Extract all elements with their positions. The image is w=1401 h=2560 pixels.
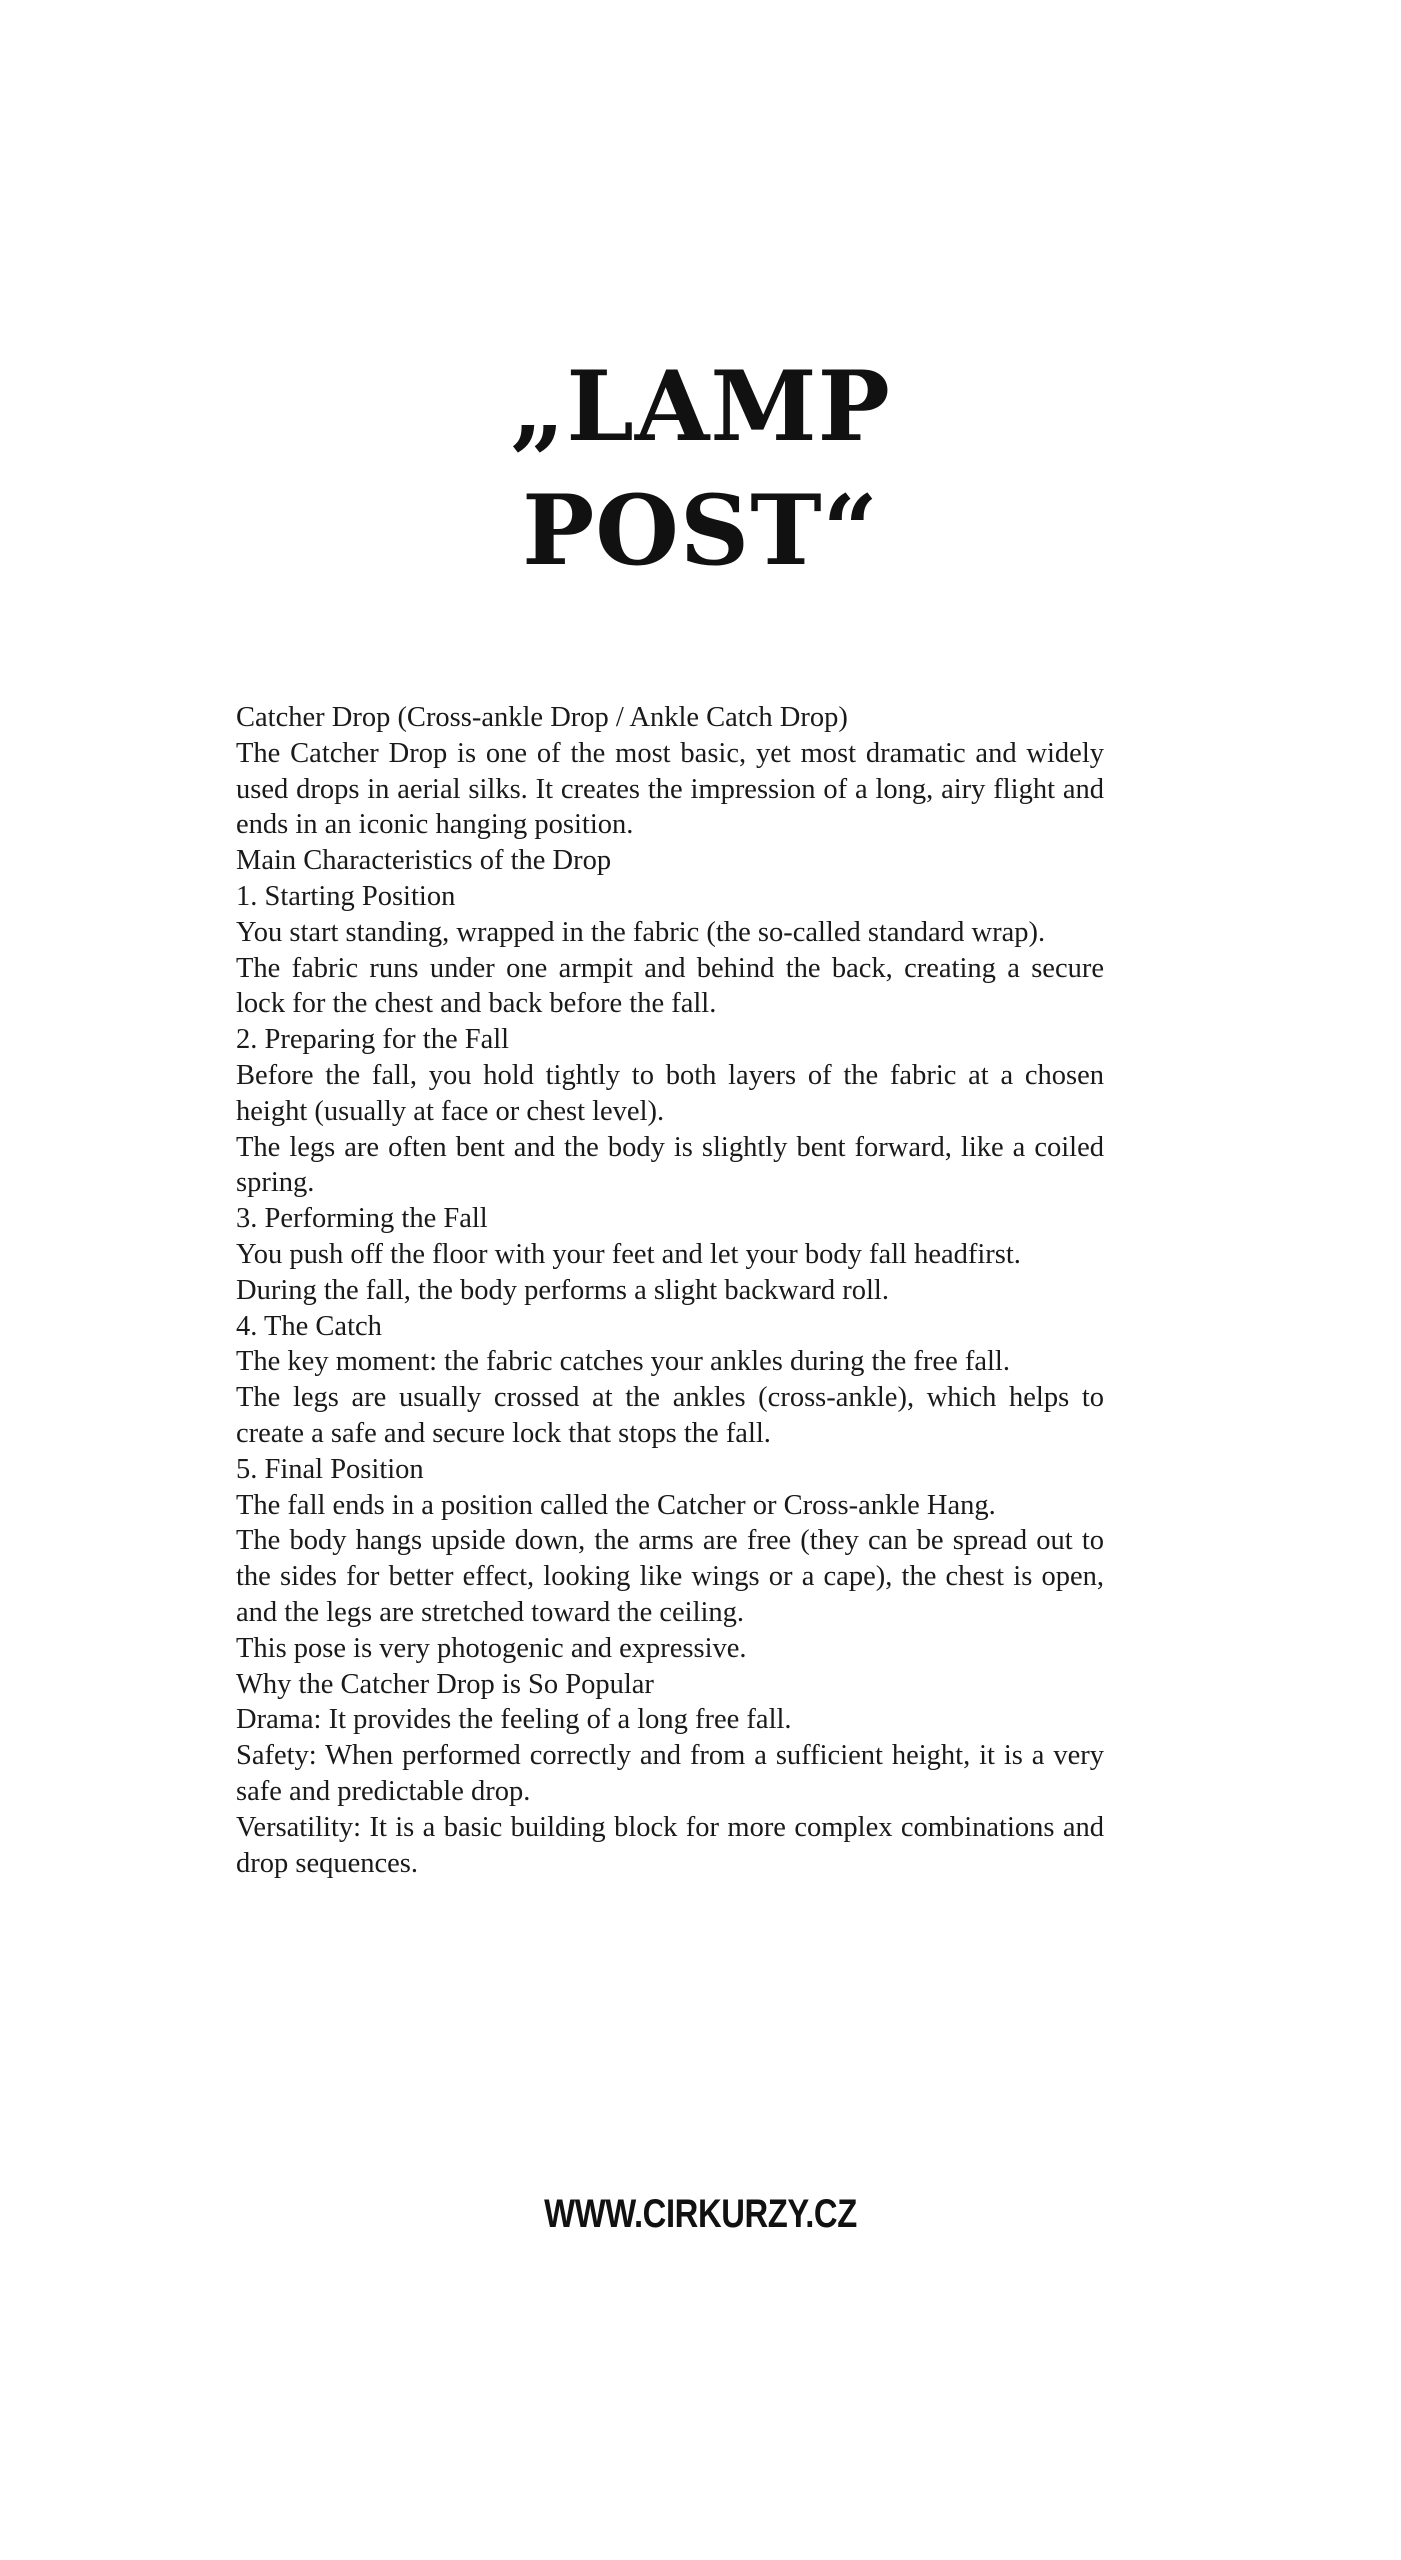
paragraph: You start standing, wrapped in the fabric (the so-called standard wrap). [236,916,1046,948]
paragraph: Safety: When performed correctly and from a sufficient height, it is a very safe and predictable drop. [236,1740,1104,1807]
step-heading: 2. Preparing for the Fall [236,1024,510,1056]
paragraph: The fall ends in a position called the Catcher or Cross-ankle Hang. [236,1489,996,1521]
paragraph: The legs are often bent and the body is slightly bent forward, like a coiled spring. [236,1131,1104,1199]
paragraph: You push off the floor with your feet and let your body fall headfirst. [236,1238,1021,1270]
body-text [236,700,1104,1881]
paragraph: During the fall, the body performs a slight backward roll. [236,1274,889,1306]
paragraph: The fabric runs under one armpit and behind the back, creating a secure lock for the chest and back before the fall. [236,952,1104,1020]
page-title-line-2: POST“ [522,474,879,587]
page-title-line-1: „LAMP [510,350,891,463]
paragraph: Versatility: It is a basic building block for more complex combinations and drop sequences. [236,1811,1104,1879]
paragraph: The key moment: the fabric catches your ankles during the free fall. [236,1346,1010,1378]
step-heading: 3. Performing the Fall [236,1203,488,1235]
intro-paragraph: The Catcher Drop is one of the most basic, yet most dramatic and widely used drops in aerial silks. It creates the impression of a long, airy flight and ends in an iconic hanging position. [236,737,1104,841]
step-heading: 1. Starting Position [236,880,456,912]
step-heading: 5. Final Position [236,1453,424,1485]
paragraph: Before the fall, you hold tightly to both layers of the fabric at a chosen height (usually at face or chest level). [236,1059,1104,1127]
section-heading: Main Characteristics of the Drop [236,845,612,877]
page-title [0,345,1401,593]
footer-website: WWW.CIRKURZY.CZ [544,2192,857,2236]
paragraph: Drama: It provides the feeling of a long free fall. [236,1704,792,1736]
paragraph: This pose is very photogenic and expressive. [236,1632,747,1664]
paragraph: The body hangs upside down, the arms are free (they can be spread out to the sides for better effect, looking like wings or a cape), the chest is open, and the legs are stretched toward the ceiling. [236,1525,1104,1628]
paragraph: The legs are usually crossed at the ankles (cross-ankle), which helps to create a safe and secure lock that stops the fall. [236,1382,1104,1449]
step-heading: 4. The Catch [236,1310,382,1342]
section-heading: Why the Catcher Drop is So Popular [236,1668,654,1700]
subtitle-paragraph: Catcher Drop (Cross-ankle Drop / Ankle Catch Drop) [236,702,848,733]
